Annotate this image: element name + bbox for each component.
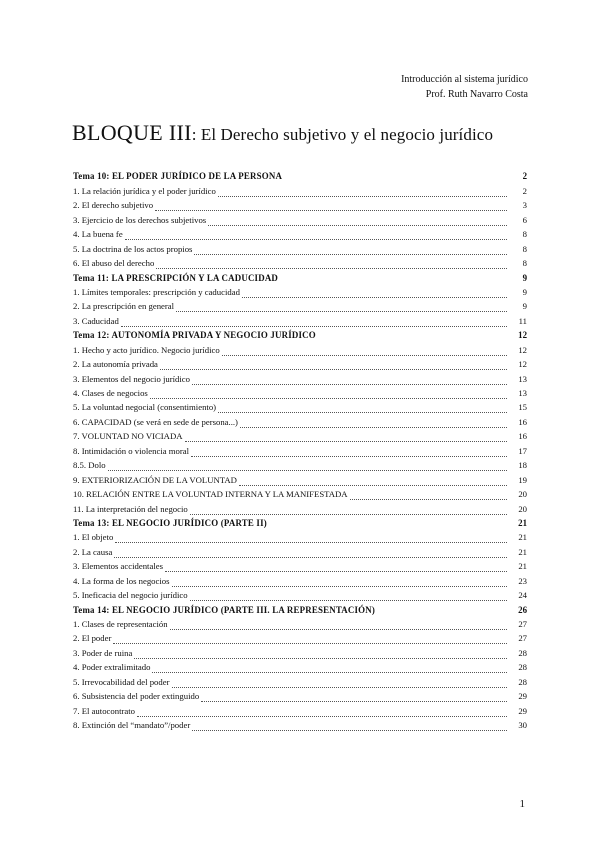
toc-leader-dots	[192, 721, 507, 731]
toc-entry[interactable]	[73, 385, 527, 399]
toc-leader-dots	[284, 173, 507, 182]
toc-tema-heading[interactable]	[73, 327, 527, 341]
toc-entry-page: 23	[518, 575, 527, 586]
toc-entry-page: 13	[518, 388, 527, 398]
toc-leader-dots	[218, 403, 507, 413]
toc-entry-page: 30	[518, 720, 527, 731]
toc-entry-label: 1. La relación jurídica y el poder jurídico	[73, 185, 216, 196]
toc-entry-page: 13	[518, 373, 527, 384]
toc-entry-page: 11	[518, 315, 527, 326]
toc-entry-label: 4. La buena fe	[73, 229, 123, 240]
toc-entry-page: 12	[518, 359, 527, 370]
toc-entry[interactable]	[73, 341, 527, 355]
toc-entry[interactable]	[73, 312, 527, 326]
toc-entry[interactable]	[73, 298, 527, 312]
page-title	[72, 120, 493, 146]
toc-entry[interactable]	[73, 486, 527, 500]
toc-leader-dots	[218, 187, 507, 197]
toc-leader-dots	[121, 317, 507, 327]
title-text: El Derecho subjetivo y el negocio jurídico	[196, 125, 494, 144]
toc-entry-label: Tema 11: LA PRESCRIPCIÓN Y LA CADUCIDAD	[73, 272, 279, 283]
toc-entry[interactable]	[73, 255, 527, 269]
toc-entry-page: 6	[522, 214, 527, 225]
toc-leader-dots	[185, 432, 507, 442]
toc-entry[interactable]	[73, 673, 527, 687]
toc-entry-page: 28	[518, 662, 527, 673]
toc-entry[interactable]	[73, 587, 527, 601]
toc-entry-label: 6. CAPACIDAD (se verá en sede de persona...)	[73, 416, 238, 427]
table-of-contents	[73, 168, 527, 731]
toc-leader-dots	[242, 288, 507, 298]
toc-entry[interactable]	[73, 702, 527, 716]
toc-entry-label: 2. El derecho subjetivo	[73, 200, 154, 211]
toc-entry[interactable]	[73, 457, 527, 471]
toc-entry[interactable]	[73, 558, 527, 572]
toc-entry[interactable]	[73, 356, 527, 370]
toc-entry-page: 12	[518, 344, 527, 355]
toc-leader-dots	[192, 375, 507, 385]
toc-entry-page: 27	[518, 633, 527, 644]
toc-leader-dots	[176, 302, 507, 312]
page-number: 1	[519, 798, 525, 810]
toc-entry-label: 2. El poder	[73, 633, 112, 644]
toc-leader-dots	[208, 216, 507, 226]
toc-entry-page: 16	[518, 416, 527, 427]
toc-tema-heading[interactable]	[73, 515, 527, 529]
toc-entry-label: Tema 12: AUTONOMÍA PRIVADA Y NEGOCIO JURÍDICO	[73, 330, 316, 341]
toc-entry-page: 15	[518, 402, 527, 413]
toc-leader-dots	[155, 201, 507, 211]
toc-entry-page: 17	[518, 445, 527, 456]
toc-entry[interactable]	[73, 413, 527, 427]
toc-entry-label: 5. Ineficacia del negocio jurídico	[73, 590, 188, 601]
toc-tema-heading[interactable]	[73, 601, 527, 615]
toc-entry-label: 4. Clases de negocios	[73, 388, 148, 398]
toc-leader-dots	[240, 418, 507, 428]
toc-entry[interactable]	[73, 442, 527, 456]
toc-leader-dots	[137, 707, 507, 717]
toc-leader-dots	[350, 490, 507, 500]
toc-entry-page: 21	[518, 517, 527, 528]
toc-leader-dots	[172, 577, 508, 587]
toc-entry-page: 2	[522, 171, 527, 182]
toc-leader-dots	[172, 678, 508, 688]
toc-entry-label: 5. Irrevocabilidad del poder	[73, 676, 170, 687]
toc-entry-label: 6. El abuso del derecho	[73, 258, 155, 269]
toc-entry-page: 12	[518, 330, 527, 341]
toc-entry-page: 21	[518, 546, 527, 557]
toc-entry-label: 1. El objeto	[73, 532, 114, 543]
toc-entry-page: 21	[518, 532, 527, 543]
toc-entry[interactable]	[73, 182, 527, 196]
toc-entry-page: 20	[518, 489, 527, 500]
toc-entry-label: 1. Hecho y acto jurídico. Negocio jurídico	[73, 344, 220, 355]
toc-entry-label: 1. Límites temporales: prescripción y caducidad	[73, 286, 240, 297]
toc-entry-label: 6. Subsistencia del poder extinguido	[73, 691, 200, 702]
toc-entry[interactable]	[73, 659, 527, 673]
toc-leader-dots	[108, 461, 507, 471]
toc-entry-label: 5. La voluntad negocial (consentimiento)	[73, 402, 217, 413]
toc-entry-page: 28	[518, 647, 527, 658]
toc-entry-page: 18	[518, 460, 527, 471]
toc-entry-page: 19	[518, 474, 527, 485]
toc-entry[interactable]	[73, 500, 527, 514]
toc-entry[interactable]	[73, 226, 527, 240]
toc-entry-page: 21	[518, 561, 527, 572]
toc-entry-label: 2. La autonomía privada	[73, 359, 158, 370]
toc-entry[interactable]	[73, 572, 527, 586]
toc-leader-dots	[115, 533, 507, 543]
toc-entry-label: Tema 10: EL PODER JURÍDICO DE LA PERSONA	[73, 171, 283, 182]
toc-entry-label: 3. Poder de ruina	[73, 647, 133, 658]
toc-entry[interactable]	[73, 543, 527, 557]
toc-entry-page: 29	[518, 705, 527, 716]
toc-leader-dots	[239, 476, 507, 486]
toc-entry-label: 2. La prescripción en general	[73, 301, 175, 312]
toc-entry-page: 29	[518, 691, 527, 702]
toc-entry-label: 8.5. Dolo	[73, 460, 106, 471]
toc-leader-dots	[134, 649, 507, 659]
toc-entry[interactable]	[73, 284, 527, 298]
toc-entry[interactable]	[73, 529, 527, 543]
toc-leader-dots	[190, 505, 507, 515]
toc-entry-label: Tema 14: EL NEGOCIO JURÍDICO (PARTE III. LA REPRESENTACIÓN)	[73, 604, 376, 615]
toc-tema-heading[interactable]	[73, 168, 527, 182]
toc-entry-label: 4. Poder extralimitado	[73, 662, 151, 673]
toc-leader-dots	[114, 548, 507, 558]
toc-entry-page: 9	[522, 301, 527, 312]
toc-entry-label: Tema 13: EL NEGOCIO JURÍDICO (PARTE II)	[73, 517, 267, 528]
toc-entry-label: 9. EXTERIORIZACIÓN DE LA VOLUNTAD	[73, 474, 237, 485]
toc-leader-dots	[156, 259, 507, 269]
toc-entry-label: 7. El autocontrato	[73, 705, 136, 716]
toc-entry[interactable]	[73, 630, 527, 644]
document-header	[401, 72, 528, 102]
toc-entry-label: 1. Clases de representación	[73, 619, 168, 629]
toc-entry-label: 7. VOLUNTAD NO VICIADA	[73, 431, 183, 442]
header-course: Introducción al sistema jurídico	[401, 74, 528, 85]
toc-leader-dots	[377, 607, 507, 616]
toc-entry-label: 2. La causa	[73, 546, 113, 557]
toc-entry[interactable]	[73, 197, 527, 211]
header-professor: Prof. Ruth Navarro Costa	[425, 89, 528, 100]
toc-leader-dots	[280, 275, 507, 284]
toc-entry[interactable]	[73, 616, 527, 630]
toc-leader-dots	[165, 562, 507, 572]
toc-leader-dots	[201, 692, 507, 702]
toc-leader-dots	[113, 634, 507, 644]
toc-entry-label: 3. Elementos accidentales	[73, 561, 163, 572]
toc-entry-page: 9	[522, 272, 527, 283]
toc-entry-label: 4. La forma de los negocios	[73, 575, 170, 586]
toc-entry-label: 5. La doctrina de los actos propios	[73, 243, 193, 254]
toc-entry-label: 11. La interpretación del negocio	[73, 503, 188, 514]
toc-entry[interactable]	[73, 471, 527, 485]
toc-entry-page: 16	[518, 431, 527, 442]
toc-leader-dots	[191, 447, 507, 457]
toc-leader-dots	[150, 389, 507, 399]
toc-leader-dots	[190, 591, 507, 601]
toc-leader-dots	[222, 346, 507, 356]
toc-entry-page: 27	[518, 619, 527, 629]
toc-entry-label: 8. Intimidación o violencia moral	[73, 445, 190, 456]
toc-entry-label: 3. Elementos del negocio jurídico	[73, 373, 191, 384]
toc-entry-page: 3	[522, 200, 527, 211]
toc-entry-page: 8	[522, 258, 527, 269]
toc-entry-page: 20	[518, 503, 527, 514]
toc-entry-label: 8. Extinción del “mandato”/poder	[73, 720, 191, 731]
toc-entry-page: 8	[522, 229, 527, 240]
toc-entry-label: 3. Caducidad	[73, 315, 119, 326]
toc-entry[interactable]	[73, 399, 527, 413]
toc-leader-dots	[318, 332, 507, 341]
title-bloque: BLOQUE III	[72, 120, 192, 145]
toc-entry[interactable]	[73, 211, 527, 225]
toc-entry-page: 24	[518, 590, 527, 601]
toc-entry-page: 8	[522, 243, 527, 254]
toc-entry-page: 26	[518, 604, 527, 615]
toc-entry-page: 28	[518, 676, 527, 687]
toc-leader-dots	[269, 520, 507, 529]
toc-entry[interactable]	[73, 240, 527, 254]
toc-leader-dots	[152, 663, 507, 673]
toc-entry[interactable]	[73, 688, 527, 702]
toc-entry-label: 10. RELACIÓN ENTRE LA VOLUNTAD INTERNA Y LA MANIFESTADA	[73, 489, 348, 500]
toc-entry[interactable]	[73, 644, 527, 658]
toc-entry-page: 2	[522, 185, 527, 196]
toc-leader-dots	[170, 620, 507, 630]
title-colon: :	[191, 125, 197, 144]
toc-entry[interactable]	[73, 428, 527, 442]
toc-leader-dots	[125, 230, 507, 240]
toc-entry-page: 9	[522, 286, 527, 297]
toc-entry-label: 3. Ejercicio de los derechos subjetivos	[73, 214, 207, 225]
toc-leader-dots	[194, 245, 507, 255]
toc-tema-heading[interactable]	[73, 269, 527, 283]
toc-entry[interactable]	[73, 370, 527, 384]
toc-leader-dots	[160, 360, 507, 370]
toc-entry[interactable]	[73, 717, 527, 731]
